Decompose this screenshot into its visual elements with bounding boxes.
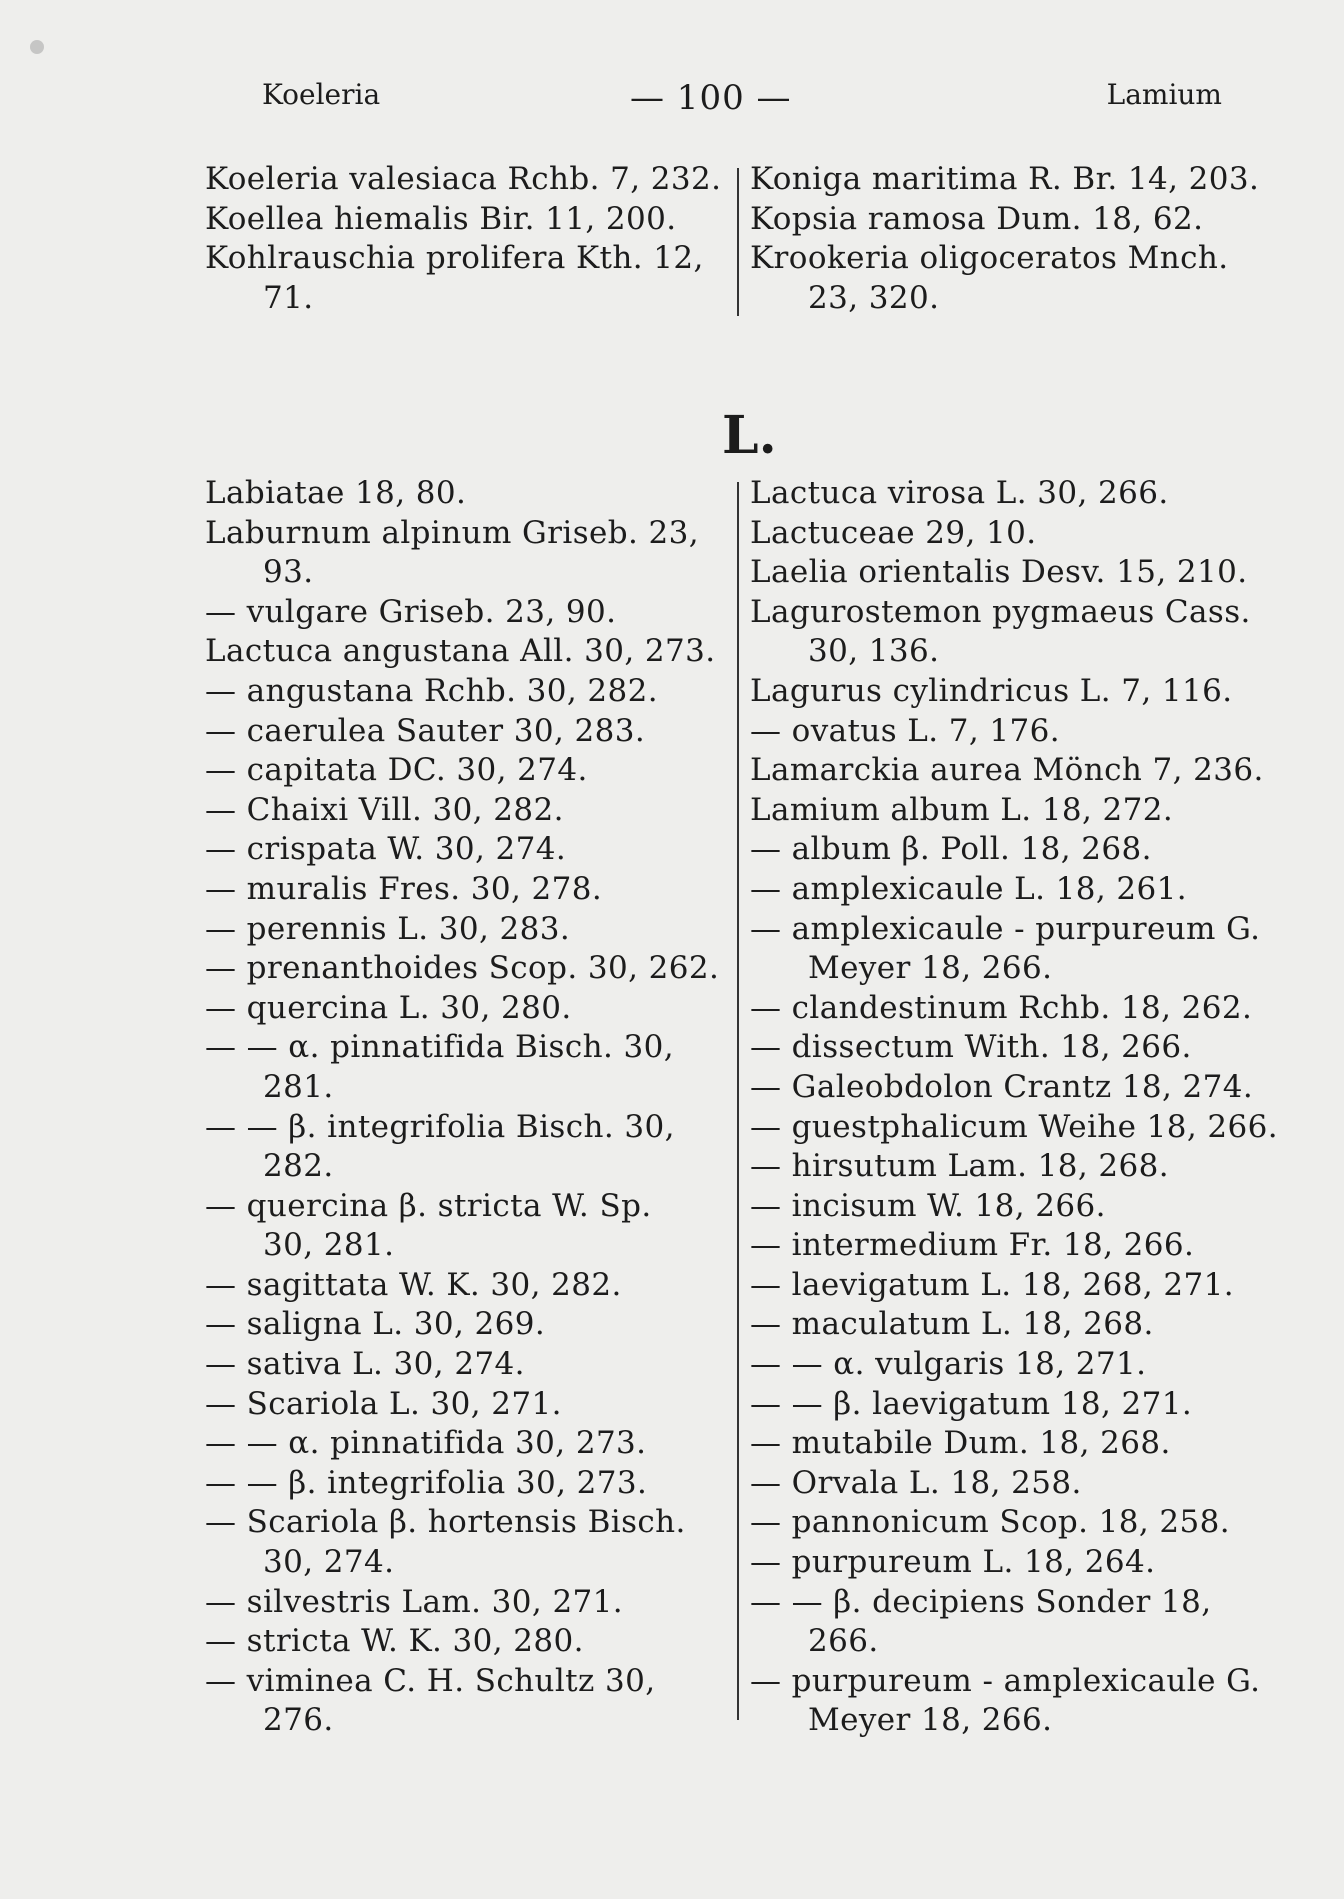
entry-continuation: 71. bbox=[263, 279, 314, 316]
entry-text: — quercina β. stricta W. Sp. bbox=[205, 1187, 652, 1224]
index-entry bbox=[205, 200, 725, 240]
entry-text: — — β. decipiens Sonder 18, bbox=[750, 1583, 1212, 1620]
entry-text: — — α. pinnatifida 30, 273. bbox=[205, 1425, 647, 1462]
entry-text: — dissectum With. 18, 266. bbox=[750, 1029, 1192, 1066]
entry-text: Koeleria valesiaca Rchb. 7, 232. bbox=[205, 161, 722, 197]
index-entry bbox=[205, 830, 725, 870]
index-entry bbox=[750, 672, 1290, 712]
entry-text: — sativa L. 30, 274. bbox=[205, 1346, 525, 1383]
index-entry bbox=[205, 593, 725, 633]
entry-text: — album β. Poll. 18, 268. bbox=[750, 831, 1152, 868]
index-entry bbox=[205, 751, 725, 791]
entry-text: — purpureum - amplexicaule G. bbox=[750, 1662, 1261, 1699]
entry-text: Lamarckia aurea Mönch 7, 236. bbox=[750, 752, 1264, 789]
index-entry bbox=[205, 791, 725, 831]
entry-text: — pannonicum Scop. 18, 258. bbox=[750, 1504, 1231, 1541]
entry-text: — mutabile Dum. 18, 268. bbox=[750, 1425, 1171, 1462]
entry-text: Krookeria oligoceratos Mnch. bbox=[750, 240, 1229, 277]
index-entry bbox=[750, 514, 1290, 554]
index-entry bbox=[750, 1345, 1290, 1385]
entry-text: — stricta W. K. 30, 280. bbox=[205, 1623, 584, 1660]
entry-text: Laelia orientalis Desv. 15, 210. bbox=[750, 554, 1248, 591]
entry-text: — Galeobdolon Crantz 18, 274. bbox=[750, 1068, 1254, 1105]
index-entry bbox=[205, 1662, 725, 1741]
entry-text: — vulgare Griseb. 23, 90. bbox=[205, 593, 617, 630]
entry-continuation: 276. bbox=[263, 1702, 334, 1739]
index-entry bbox=[205, 1028, 725, 1107]
entry-text: — quercina L. 30, 280. bbox=[205, 989, 572, 1026]
entry-text: — — β. integrifolia Bisch. 30, bbox=[205, 1108, 675, 1145]
index-entry bbox=[750, 1583, 1290, 1662]
index-entry bbox=[750, 1662, 1290, 1741]
index-entry bbox=[205, 1385, 725, 1425]
index-entry bbox=[205, 474, 725, 514]
entry-text: Lactuca virosa L. 30, 266. bbox=[750, 475, 1169, 511]
index-entry bbox=[750, 751, 1290, 791]
index-entry bbox=[750, 593, 1290, 672]
entry-text: Koellea hiemalis Bir. 11, 200. bbox=[205, 200, 677, 237]
entry-continuation: 266. bbox=[808, 1623, 879, 1660]
index-entry bbox=[205, 1305, 725, 1345]
entry-text: — — β. integrifolia 30, 273. bbox=[205, 1464, 648, 1501]
entry-continuation: 282. bbox=[263, 1148, 334, 1185]
entry-text: Lagurostemon pygmaeus Cass. bbox=[750, 593, 1251, 630]
entry-continuation: 93. bbox=[263, 554, 314, 591]
index-entry bbox=[205, 672, 725, 712]
header-left-guide-word: Koeleria bbox=[262, 78, 381, 111]
index-entry bbox=[750, 1068, 1290, 1108]
index-entry bbox=[750, 1424, 1290, 1464]
entry-continuation: 23, 320. bbox=[808, 279, 940, 316]
index-entry bbox=[750, 989, 1290, 1029]
entry-text: — Chaixi Vill. 30, 282. bbox=[205, 791, 564, 828]
entry-text: — saligna L. 30, 269. bbox=[205, 1306, 546, 1343]
index-entry bbox=[205, 870, 725, 910]
entry-text: — viminea C. H. Schultz 30, bbox=[205, 1662, 656, 1699]
index-entry bbox=[205, 712, 725, 752]
entry-text: Laburnum alpinum Griseb. 23, bbox=[205, 514, 700, 551]
index-entry bbox=[750, 830, 1290, 870]
index-entry bbox=[205, 1266, 725, 1306]
top-left-column bbox=[205, 160, 725, 318]
index-entry bbox=[750, 1226, 1290, 1266]
index-entry bbox=[750, 553, 1290, 593]
index-entry bbox=[205, 989, 725, 1029]
index-entry bbox=[750, 474, 1290, 514]
entry-text: — intermedium Fr. 18, 266. bbox=[750, 1227, 1195, 1264]
index-entry bbox=[750, 1305, 1290, 1345]
entry-text: — sagittata W. K. 30, 282. bbox=[205, 1266, 622, 1303]
entry-text: — laevigatum L. 18, 268, 271. bbox=[750, 1266, 1234, 1303]
entry-continuation: Meyer 18, 266. bbox=[808, 950, 1053, 987]
entry-continuation: 30, 274. bbox=[263, 1544, 395, 1581]
index-entry bbox=[205, 949, 725, 989]
index-entry bbox=[205, 1464, 725, 1504]
entry-text: — — α. pinnatifida Bisch. 30, bbox=[205, 1029, 675, 1066]
index-entry bbox=[205, 160, 725, 200]
header-right-guide-word: Lamium bbox=[1106, 78, 1222, 111]
entry-text: — Scariola L. 30, 271. bbox=[205, 1385, 562, 1422]
entry-text: Kohlrauschia prolifera Kth. 12, bbox=[205, 240, 704, 277]
entry-text: — silvestris Lam. 30, 271. bbox=[205, 1583, 624, 1620]
entry-text: — clandestinum Rchb. 18, 262. bbox=[750, 989, 1253, 1026]
index-entry bbox=[750, 200, 1290, 240]
entry-continuation: 30, 136. bbox=[808, 633, 940, 670]
entry-text: — hirsutum Lam. 18, 268. bbox=[750, 1148, 1170, 1185]
index-entry bbox=[205, 514, 725, 593]
index-entry bbox=[750, 1385, 1290, 1425]
index-entry bbox=[205, 1503, 725, 1582]
entry-text: Koniga maritima R. Br. 14, 203. bbox=[750, 161, 1260, 197]
index-entry bbox=[750, 1187, 1290, 1227]
index-entry bbox=[750, 910, 1290, 989]
entry-text: Lactuca angustana All. 30, 273. bbox=[205, 633, 716, 670]
entry-text: Lamium album L. 18, 272. bbox=[750, 791, 1174, 828]
entry-text: — — β. laevigatum 18, 271. bbox=[750, 1385, 1193, 1422]
index-entry bbox=[750, 712, 1290, 752]
index-entry bbox=[750, 1543, 1290, 1583]
entry-continuation: Meyer 18, 266. bbox=[808, 1702, 1053, 1739]
top-column-divider bbox=[737, 168, 739, 316]
entry-text: — incisum W. 18, 266. bbox=[750, 1187, 1106, 1224]
running-header bbox=[262, 78, 1222, 118]
entry-text: Lagurus cylindricus L. 7, 116. bbox=[750, 672, 1233, 709]
entry-text: — caerulea Sauter 30, 283. bbox=[205, 712, 646, 749]
entry-text: Kopsia ramosa Dum. 18, 62. bbox=[750, 200, 1204, 237]
page-number: — 100 — bbox=[630, 78, 792, 118]
index-entry bbox=[750, 239, 1290, 318]
index-entry bbox=[750, 870, 1290, 910]
index-entry bbox=[750, 160, 1290, 200]
index-entry bbox=[205, 1187, 725, 1266]
entry-text: — crispata W. 30, 274. bbox=[205, 831, 567, 868]
entry-text: — Orvala L. 18, 258. bbox=[750, 1464, 1082, 1501]
index-entry bbox=[205, 632, 725, 672]
index-entry bbox=[205, 1345, 725, 1385]
entry-text: — guestphalicum Weihe 18, 266. bbox=[750, 1108, 1279, 1145]
entry-text: — amplexicaule L. 18, 261. bbox=[750, 870, 1188, 907]
entry-continuation: 30, 281. bbox=[263, 1227, 395, 1264]
entry-text: — capitata DC. 30, 274. bbox=[205, 752, 588, 789]
entry-text: — maculatum L. 18, 268. bbox=[750, 1306, 1154, 1343]
entry-text: — perennis L. 30, 283. bbox=[205, 910, 571, 947]
entry-text: — ovatus L. 7, 176. bbox=[750, 712, 1061, 749]
entry-text: Lactuceae 29, 10. bbox=[750, 514, 1037, 551]
index-entry bbox=[750, 1108, 1290, 1148]
index-entry bbox=[205, 1622, 725, 1662]
ink-blot bbox=[30, 40, 44, 54]
entry-text: — muralis Fres. 30, 278. bbox=[205, 870, 603, 907]
top-right-column bbox=[750, 160, 1290, 318]
index-entry bbox=[750, 1503, 1290, 1543]
index-entry bbox=[205, 1108, 725, 1187]
index-entry bbox=[750, 1266, 1290, 1306]
entry-text: — purpureum L. 18, 264. bbox=[750, 1544, 1156, 1581]
index-entry bbox=[750, 1464, 1290, 1504]
entry-text: — amplexicaule - purpureum G. bbox=[750, 910, 1261, 947]
entry-text: — angustana Rchb. 30, 282. bbox=[205, 672, 659, 709]
entry-text: — Scariola β. hortensis Bisch. bbox=[205, 1504, 686, 1541]
main-left-column bbox=[205, 474, 725, 1741]
entry-text: Labiatae 18, 80. bbox=[205, 475, 467, 511]
entry-text: — prenanthoides Scop. 30, 262. bbox=[205, 950, 720, 987]
main-column-divider bbox=[737, 482, 739, 1720]
index-entry bbox=[205, 239, 725, 318]
index-entry bbox=[750, 1028, 1290, 1068]
main-right-column bbox=[750, 474, 1290, 1741]
entry-continuation: 281. bbox=[263, 1068, 334, 1105]
index-entry bbox=[205, 910, 725, 950]
index-entry bbox=[750, 791, 1290, 831]
entry-text: — — α. vulgaris 18, 271. bbox=[750, 1346, 1147, 1383]
index-entry bbox=[205, 1424, 725, 1464]
index-entry bbox=[750, 1147, 1290, 1187]
index-entry bbox=[205, 1583, 725, 1623]
section-letter: L. bbox=[722, 405, 777, 466]
